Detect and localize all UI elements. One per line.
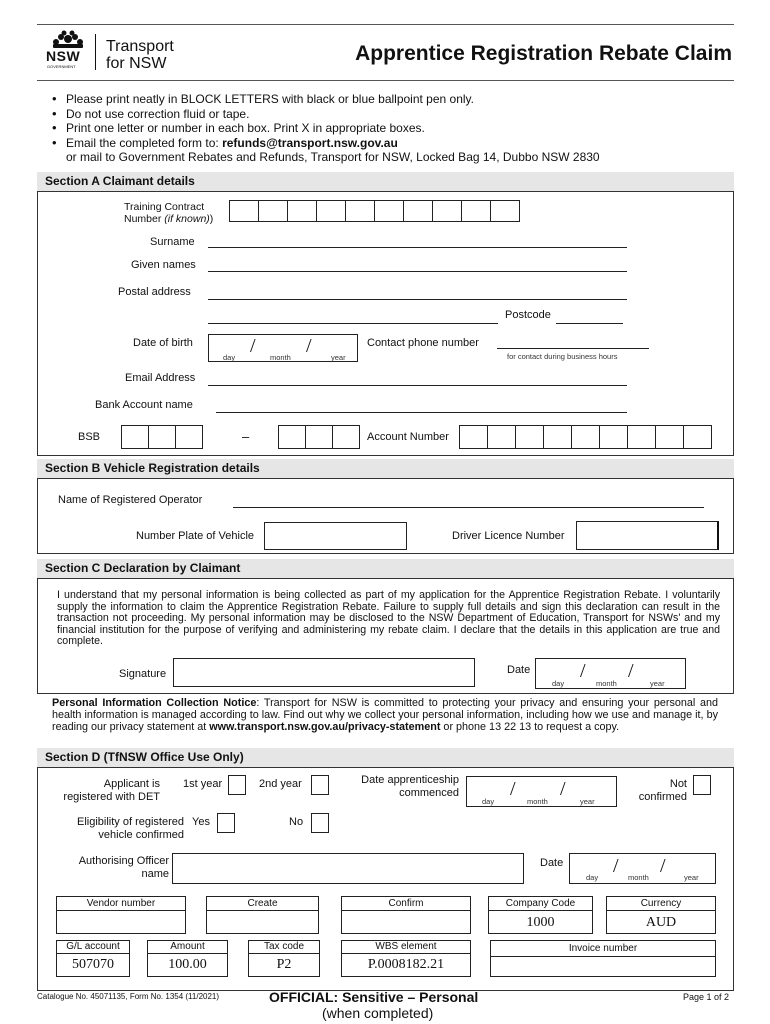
registered-operator-label: Name of Registered Operator xyxy=(58,494,203,506)
not-confirmed-label xyxy=(630,778,687,804)
applicant-label-line1: Applicant is xyxy=(103,778,160,790)
confirm-label: Confirm xyxy=(388,898,424,909)
contact-phone-label: Contact phone number xyxy=(367,337,479,349)
grid-rule xyxy=(56,910,186,911)
bsb-label: BSB xyxy=(78,431,101,443)
grid-rule xyxy=(341,953,471,954)
instruction-item: or mail to Government Rebates and Refunds, Transport for NSW, Locked Bag 14, Dubbo NSW 2830 xyxy=(66,150,600,164)
applicant-label-line2: registered with DET xyxy=(63,791,160,803)
postal-address-label: Postal address xyxy=(118,286,191,298)
eligibility-label xyxy=(60,816,184,842)
officer-label-line2: name xyxy=(141,868,169,880)
section-d-heading: Section D (TfNSW Office Use Only) xyxy=(37,748,734,767)
signature-label: Signature xyxy=(119,668,167,680)
yes-label: Yes xyxy=(192,816,210,828)
invoice-number-label: Invoice number xyxy=(568,943,638,954)
char-box[interactable] xyxy=(403,200,433,222)
account-number-label: Account Number xyxy=(367,431,449,443)
not-confirmed-line1: Not xyxy=(669,778,687,790)
grid-rule xyxy=(341,910,471,911)
privacy-heading: Personal Information Collection Notice xyxy=(52,697,257,709)
char-box[interactable] xyxy=(148,425,176,449)
not-confirmed-line2: confirmed xyxy=(638,791,687,803)
commenced-label xyxy=(352,774,459,800)
first-year-label: 1st year xyxy=(183,778,223,790)
date-year: year xyxy=(580,797,595,806)
char-box[interactable] xyxy=(543,425,572,449)
char-box[interactable] xyxy=(459,425,488,449)
vendor-number-label: Vendor number xyxy=(86,898,156,909)
privacy-notice xyxy=(52,697,718,733)
instruction-item xyxy=(52,136,600,151)
date-month: month xyxy=(628,873,649,882)
char-box[interactable] xyxy=(599,425,628,449)
bsb-boxes-1[interactable] xyxy=(121,425,203,449)
logo-divider xyxy=(95,34,96,70)
char-box[interactable] xyxy=(175,425,203,449)
org-name-line1: Transport xyxy=(106,38,174,55)
amount-value: 100.00 xyxy=(168,957,207,972)
amount-label: Amount xyxy=(170,941,205,952)
catalogue-number: Catalogue No. 45071135, Form No. 1354 (11/2021) xyxy=(37,992,220,1001)
number-plate-label: Number Plate of Vehicle xyxy=(136,530,255,542)
dob-year: year xyxy=(331,353,346,362)
eligibility-label-line1: Eligibility of registered xyxy=(77,816,184,828)
commenced-label-line1: Date apprenticeship xyxy=(361,774,459,786)
date-day: day xyxy=(586,873,599,882)
when-completed: (when completed) xyxy=(322,1005,434,1021)
dob-slash: / xyxy=(306,335,312,357)
contract-known: (if known) xyxy=(164,213,210,225)
account-number-boxes[interactable] xyxy=(459,425,712,449)
char-box[interactable] xyxy=(374,200,404,222)
char-box[interactable] xyxy=(487,425,516,449)
char-box[interactable] xyxy=(305,425,333,449)
top-rule xyxy=(37,24,734,25)
char-box[interactable] xyxy=(490,200,520,222)
section-c-heading: Section C Declaration by Claimant xyxy=(37,559,734,578)
bsb-boxes-2[interactable] xyxy=(278,425,360,449)
privacy-text-1: : Transport for NSW is committed to protecting your privacy and ensuring your personal and health information is managed according to law. Find out why we collect your personal information, including how we use and manage it, by reading our privacy statement at xyxy=(52,697,718,733)
header-rule xyxy=(37,80,734,81)
date-slash: / xyxy=(510,778,516,800)
declaration-text: I understand that my personal information is being collected as part of my application for the Apprentice Registration Rebate. I voluntarily supply the information to claim the Apprentice Registration Rebate. Failure to supply full details and sign this declaration can result in the transaction not proceeding. My personal information may be disclosed to the NSW Department of Education, Transport for NSWs' and my financial institution for the purpose of verifying and administering my rebate claim. I declare that the details in this application are true and complete. xyxy=(57,589,720,647)
declaration-date-label: Date xyxy=(507,664,531,676)
tax-code-label: Tax code xyxy=(263,941,305,952)
second-year-checkbox[interactable] xyxy=(311,775,329,795)
no-checkbox[interactable] xyxy=(311,813,329,833)
contact-phone-note: for contact during business hours xyxy=(507,352,618,361)
tax-code-value: P2 xyxy=(276,957,292,972)
date-slash: / xyxy=(613,855,619,877)
not-confirmed-checkbox[interactable] xyxy=(693,775,711,795)
section-a-heading: Section A Claimant details xyxy=(37,172,734,191)
contract-label: Training Contract Number (if known)) xyxy=(124,201,214,225)
instruction-email[interactable]: refunds@transport.nsw.gov.au xyxy=(222,135,398,150)
char-box[interactable] xyxy=(515,425,544,449)
nsw-logo-text: NSW xyxy=(46,48,81,64)
wbs-element-label: WBS element xyxy=(375,941,437,952)
nsw-logo-small: GOVERNMENT xyxy=(47,64,76,69)
registered-operator-field[interactable] xyxy=(233,507,704,508)
date-year: year xyxy=(650,679,665,688)
given-names-label: Given names xyxy=(131,259,196,271)
yes-checkbox[interactable] xyxy=(217,813,235,833)
grid-rule xyxy=(56,953,130,954)
date-day: day xyxy=(552,679,565,688)
gl-account-value: 507070 xyxy=(72,957,114,972)
section-b-heading: Section B Vehicle Registration details xyxy=(37,459,734,478)
bank-account-name-label: Bank Account name xyxy=(95,399,193,411)
org-name-line2: for NSW xyxy=(106,55,167,72)
currency-label: Currency xyxy=(640,898,682,909)
postal-address-field-2[interactable] xyxy=(208,323,498,324)
date-slash: / xyxy=(580,660,586,682)
char-box[interactable] xyxy=(432,200,462,222)
grid-rule xyxy=(147,953,228,954)
given-names-field[interactable] xyxy=(208,271,627,272)
company-code-value: 1000 xyxy=(526,915,555,930)
applicant-label xyxy=(60,778,160,804)
char-box[interactable] xyxy=(287,200,317,222)
dob-month: month xyxy=(270,353,291,362)
postal-address-field[interactable] xyxy=(208,299,627,300)
privacy-text-2: or phone 13 22 13 to request a copy. xyxy=(440,721,620,733)
date-month: month xyxy=(527,797,548,806)
date-year: year xyxy=(684,873,699,882)
char-box[interactable] xyxy=(229,200,259,222)
bank-account-name-field[interactable] xyxy=(216,412,627,413)
eligibility-label-line2: vehicle confirmed xyxy=(98,829,184,841)
email-label: Email Address xyxy=(125,372,196,384)
date-month: month xyxy=(596,679,617,688)
char-box[interactable] xyxy=(332,425,360,449)
page-number: Page 1 of 2 xyxy=(683,992,730,1002)
authorising-officer-label xyxy=(60,855,169,881)
wbs-element-value: P.0008182.21 xyxy=(367,957,445,972)
char-box[interactable] xyxy=(683,425,712,449)
char-box[interactable] xyxy=(461,200,491,222)
second-year-label: 2nd year xyxy=(259,778,302,790)
char-box[interactable] xyxy=(316,200,346,222)
company-code-label: Company Code xyxy=(505,898,576,909)
date-slash: / xyxy=(660,855,666,877)
create-label: Create xyxy=(247,898,278,909)
date-slash: / xyxy=(628,660,634,682)
driver-licence-label: Driver Licence Number xyxy=(452,530,565,542)
date-day: day xyxy=(482,797,495,806)
grid-rule xyxy=(248,953,320,954)
grid-rule xyxy=(488,910,593,911)
char-box[interactable] xyxy=(278,425,306,449)
char-box[interactable] xyxy=(655,425,684,449)
instruction-email-label: Email the completed form to: xyxy=(66,135,223,150)
surname-label: Surname xyxy=(150,236,195,248)
date-slash: / xyxy=(560,778,566,800)
char-box[interactable] xyxy=(627,425,656,449)
grid-rule xyxy=(206,910,319,911)
first-year-checkbox[interactable] xyxy=(228,775,246,795)
email-field[interactable] xyxy=(208,385,627,386)
gl-account-label: G/L account xyxy=(66,941,120,952)
no-label: No xyxy=(289,816,304,828)
contact-phone-field[interactable] xyxy=(497,348,649,349)
char-box[interactable] xyxy=(258,200,288,222)
postcode-label: Postcode xyxy=(505,309,551,321)
privacy-url[interactable]: www.transport.nsw.gov.au/privacy-statement xyxy=(209,721,441,733)
grid-rule xyxy=(606,910,716,911)
char-box[interactable] xyxy=(571,425,600,449)
dob-slash: / xyxy=(250,335,256,357)
signature-field[interactable] xyxy=(173,658,475,687)
char-box[interactable] xyxy=(345,200,375,222)
instructions-list xyxy=(52,92,600,165)
contract-label-line1: Training Contract xyxy=(124,201,205,213)
page-title: Apprentice Registration Rebate Claim xyxy=(355,42,732,65)
officer-label-line1: Authorising Officer xyxy=(78,855,169,867)
officer-date-label: Date xyxy=(540,857,564,869)
grid-rule xyxy=(490,956,716,957)
dob-day: day xyxy=(223,353,236,362)
instruction-item: • Do not use correction fluid or tape. xyxy=(52,107,600,122)
currency-value: AUD xyxy=(645,915,677,930)
authorising-officer-field[interactable] xyxy=(172,853,524,884)
postcode-field[interactable] xyxy=(556,323,623,324)
instruction-item: • Please print neatly in BLOCK LETTERS with black or blue ballpoint pen only. xyxy=(52,92,600,107)
driver-licence-field[interactable] xyxy=(576,521,719,550)
official-marking: OFFICIAL: Sensitive – Personal xyxy=(269,989,479,1005)
surname-field[interactable] xyxy=(208,247,627,248)
bsb-dash: – xyxy=(242,429,250,444)
number-plate-field[interactable] xyxy=(264,522,407,550)
contract-number-boxes[interactable] xyxy=(229,200,520,222)
contract-label-line2: Number xyxy=(124,213,165,225)
instruction-item: • Print one letter or number in each box. Print X in appropriate boxes. xyxy=(52,121,600,136)
dob-label: Date of birth xyxy=(133,337,193,349)
char-box[interactable] xyxy=(121,425,149,449)
commenced-label-line2: commenced xyxy=(399,787,459,799)
